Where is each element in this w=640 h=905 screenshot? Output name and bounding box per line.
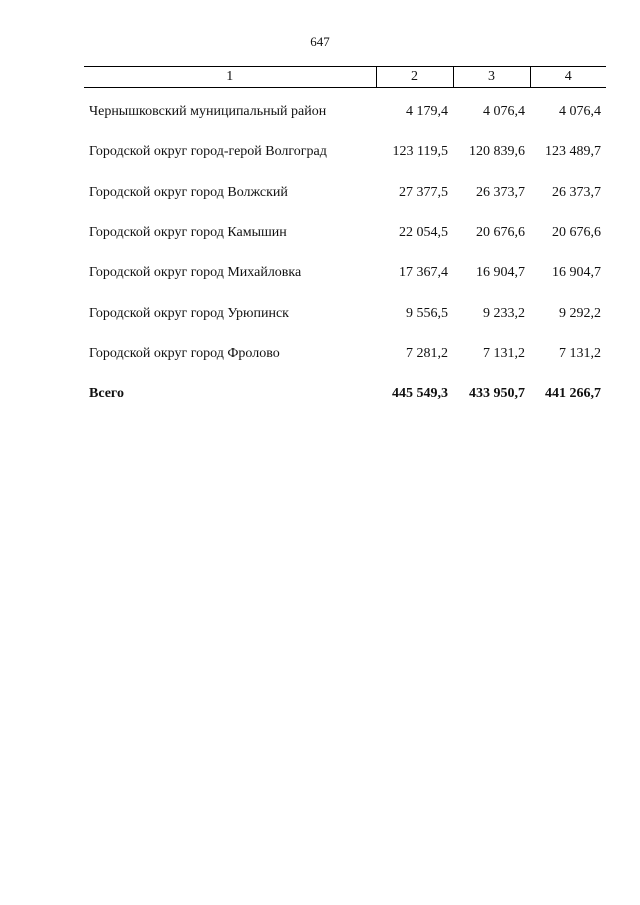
total-row (84, 374, 606, 414)
table-header (84, 67, 606, 88)
total-value-2: 445 549,3 (392, 386, 448, 402)
column-header-4: 4 (530, 67, 606, 88)
page-number: 647 (310, 34, 330, 49)
table-row (84, 173, 606, 213)
row-value-2: 4 179,4 (406, 104, 448, 120)
row-value-4: 4 076,4 (559, 104, 601, 120)
row-value-2: 27 377,5 (399, 184, 448, 200)
row-value-3: 7 131,2 (483, 345, 525, 361)
budget-table (84, 66, 606, 414)
row-value-4: 16 904,7 (552, 265, 601, 281)
total-label: Всего (89, 386, 124, 402)
row-value-3: 120 839,6 (469, 144, 525, 160)
table-row (84, 213, 606, 253)
row-name: Городской округ город Фролово (89, 345, 280, 361)
row-value-4: 7 131,2 (559, 345, 601, 361)
column-header-2: 2 (376, 67, 453, 88)
row-value-3: 26 373,7 (476, 184, 525, 200)
row-value-3: 4 076,4 (483, 104, 525, 120)
table-row (84, 293, 606, 333)
total-value-3: 433 950,7 (469, 386, 525, 402)
row-value-4: 20 676,6 (552, 225, 601, 241)
row-name: Городской округ город Камышин (89, 225, 287, 241)
row-name: Городской округ город Волжский (89, 184, 288, 200)
total-value-4: 441 266,7 (545, 386, 601, 402)
row-value-4: 123 489,7 (545, 144, 601, 160)
row-value-2: 7 281,2 (406, 345, 448, 361)
row-name: Городской округ город-герой Волгоград (89, 144, 327, 160)
row-name: Городской округ город Урюпинск (89, 305, 289, 321)
table-row (84, 334, 606, 374)
table-row (84, 253, 606, 293)
column-header-3: 3 (453, 67, 530, 88)
row-name: Городской округ город Михайловка (89, 265, 302, 281)
row-value-2: 9 556,5 (406, 305, 448, 321)
row-value-3: 9 233,2 (483, 305, 525, 321)
row-value-2: 22 054,5 (399, 225, 448, 241)
row-value-2: 17 367,4 (399, 265, 448, 281)
table-row (84, 92, 606, 132)
row-value-3: 16 904,7 (476, 265, 525, 281)
row-value-2: 123 119,5 (392, 144, 448, 160)
row-value-3: 20 676,6 (476, 225, 525, 241)
table-body (84, 88, 606, 415)
header-row (84, 67, 606, 88)
row-value-4: 9 292,2 (559, 305, 601, 321)
row-value-4: 26 373,7 (552, 184, 601, 200)
column-header-1: 1 (84, 67, 376, 88)
table-row (84, 132, 606, 172)
row-name: Чернышковский муниципальный район (89, 104, 327, 120)
